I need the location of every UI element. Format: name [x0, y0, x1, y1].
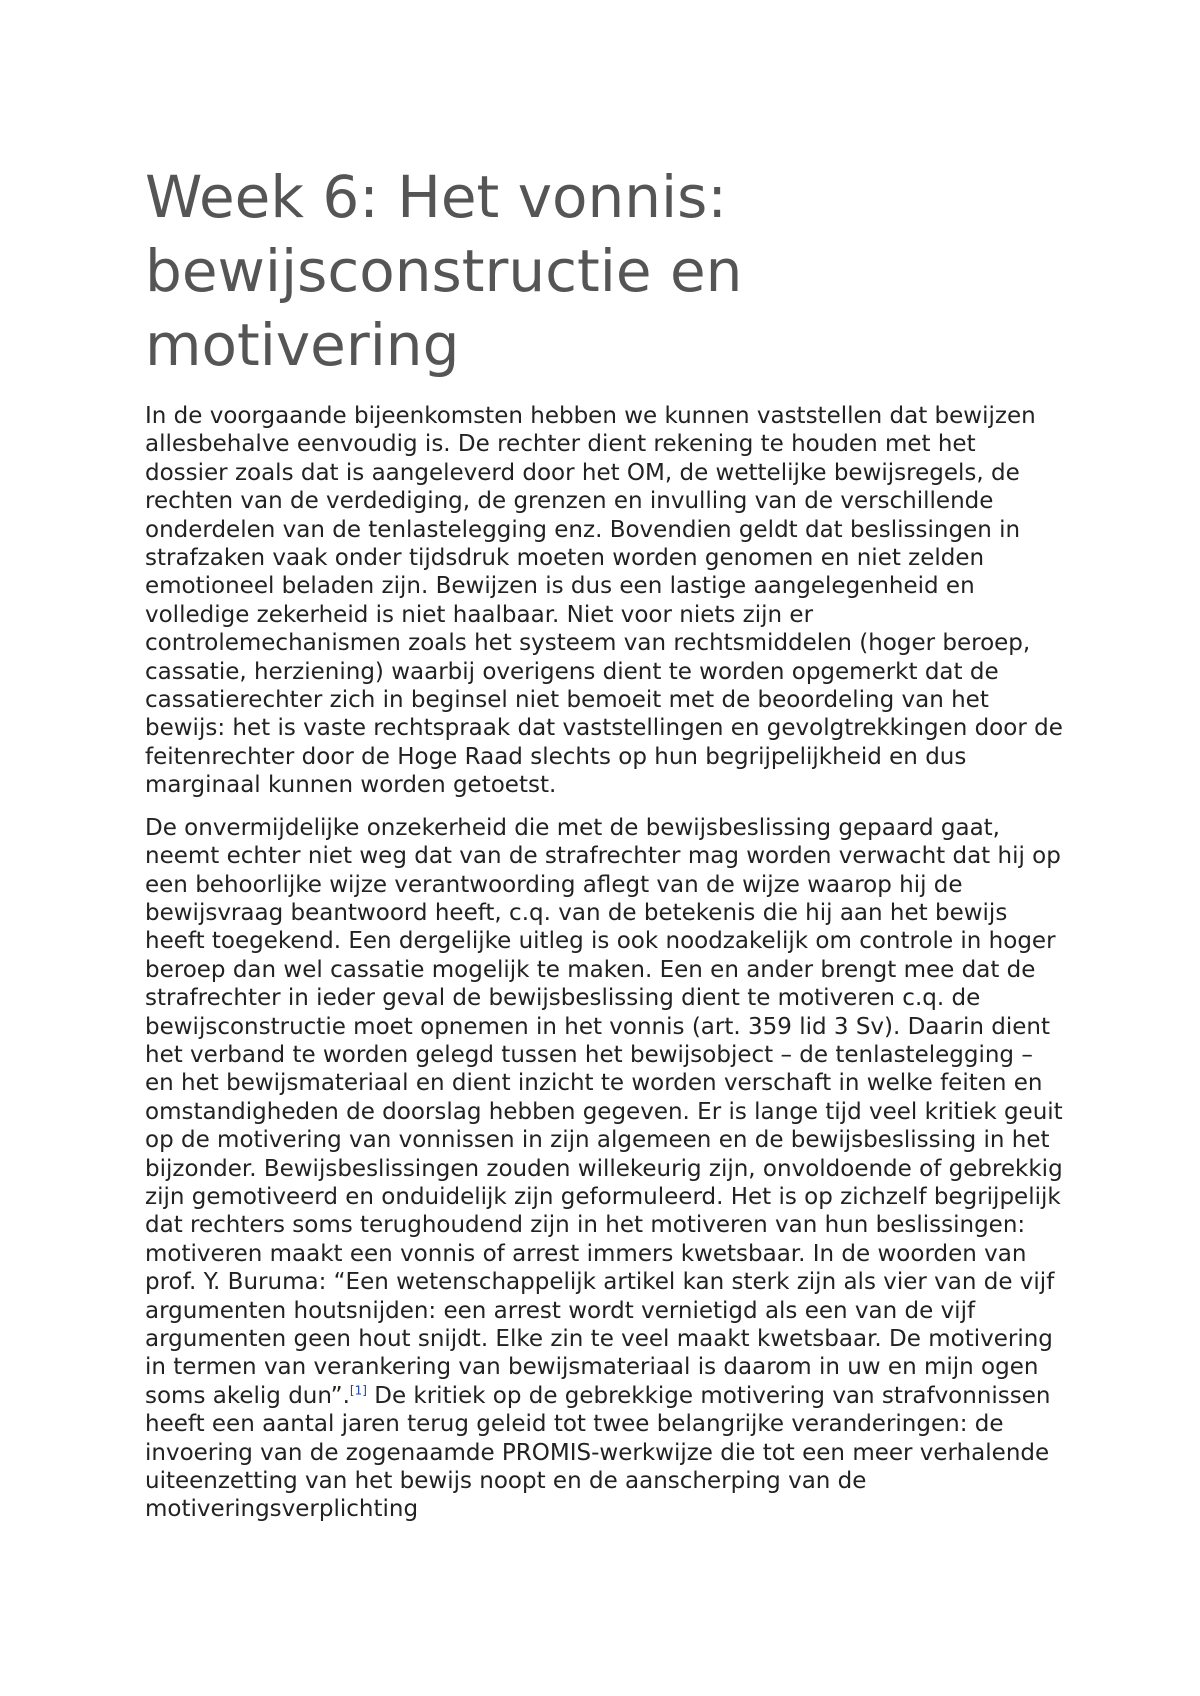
body-paragraph-1: In de voorgaande bijeenkomsten hebben we kunnen vaststellen dat bewijzen allesbehalve eenvoudig is. De rechter dient rekening te houden met het dossier zoals dat is aangeleverd door het OM, de wettelijke bewijsregels, de rechten van de verdediging, de grenzen en invulling van de verschillende onderdelen van de tenlastelegging enz. Bovendien geldt dat beslissingen in strafzaken vaak onder tijdsdruk moeten worden genomen en niet zelden emotioneel beladen zijn. Bewijzen is dus een lastige aangelegenheid en volledige zekerheid is niet haalbaar. Niet voor niets zijn er controlemechanismen zoals het systeem van rechtsmiddelen (hoger beroep, cassatie, herziening) waarbij overigens dient te worden opgemerkt dat de cassatierechter zich in beginsel niet bemoeit met de beoordeling van het bewijs: het is vaste rechtspraak dat vaststellingen en gevolgtrekkingen door de feitenrechter door de Hoge Raad slechts op hun begrijpelijkheid en dus marginaal kunnen worden getoetst.: [145, 403, 1063, 799]
body-paragraph-2: [145, 814, 1065, 1524]
footnote-reference-link[interactable]: [1]: [349, 1383, 367, 1398]
document-page: [145, 160, 1065, 1538]
body-paragraph-2-text-2: De kritiek op de gebrekkige motivering van strafvonnissen heeft een aantal jaren terug geleid tot twee belangrijke veranderingen: de invoering van de zogenaamde PROMIS-werkwijze die tot een meer verhalende uiteenzetting van het bewijs noopt en de aanscherping van de motiveringsverplichting: [145, 1382, 1051, 1523]
page-title: Week 6: Het vonnis: bewijsconstructie en motivering: [145, 163, 743, 379]
body-paragraph-2-text-1: De onvermijdelijke onzekerheid die met de bewijsbeslissing gepaard gaat, neemt echter niet weg dat van de strafrechter mag worden verwacht dat hij op een behoorlijke wijze verantwoording aflegt van de wijze waarop hij de bewijsvraag beantwoord heeft, c.q. van de betekenis die hij aan het bewijs heeft toegekend. Een dergelijke uitleg is ook noodzakelijk om controle in hoger beroep dan wel cassatie mogelijk te maken. Een en ander brengt mee dat de strafrechter in ieder geval de bewijsbeslissing dient te motiveren c.q. de bewijsconstructie moet opnemen in het vonnis (art. 359 lid 3 Sv). Daarin dient het verband te worden gelegd tussen het bewijsobject – de tenlastelegging – en het bewijsmateriaal en dient inzicht te worden verschaft in welke feiten en omstandigheden de doorslag hebben gegeven. Er is lange tijd veel kritiek geuit op de motivering van vonnissen in zijn algemeen en de bewijsbeslissing in het bijzonder. Bewijsbeslissingen zouden willekeurig zijn, onvoldoende of gebrekkig zijn gemotiveerd en onduidelijk zijn geformuleerd. Het is op zichzelf begrijpelijk dat rechters soms terughoudend zijn in het motiveren van hun beslissingen: motiveren maakt een vonnis of arrest immers kwetsbaar. In de woorden van prof. Y. Buruma: “Een wetenschappelijk artikel kan sterk zijn als vier van de vijf argumenten houtsnijden: een arrest wordt vernietigd als een van de vijf argumenten geen hout snijdt. Elke zin te veel maakt kwetsbaar. De motivering in termen van verankering van bewijsmateriaal is daarom in uw en mijn ogen soms akelig dun”.: [145, 814, 1063, 1409]
